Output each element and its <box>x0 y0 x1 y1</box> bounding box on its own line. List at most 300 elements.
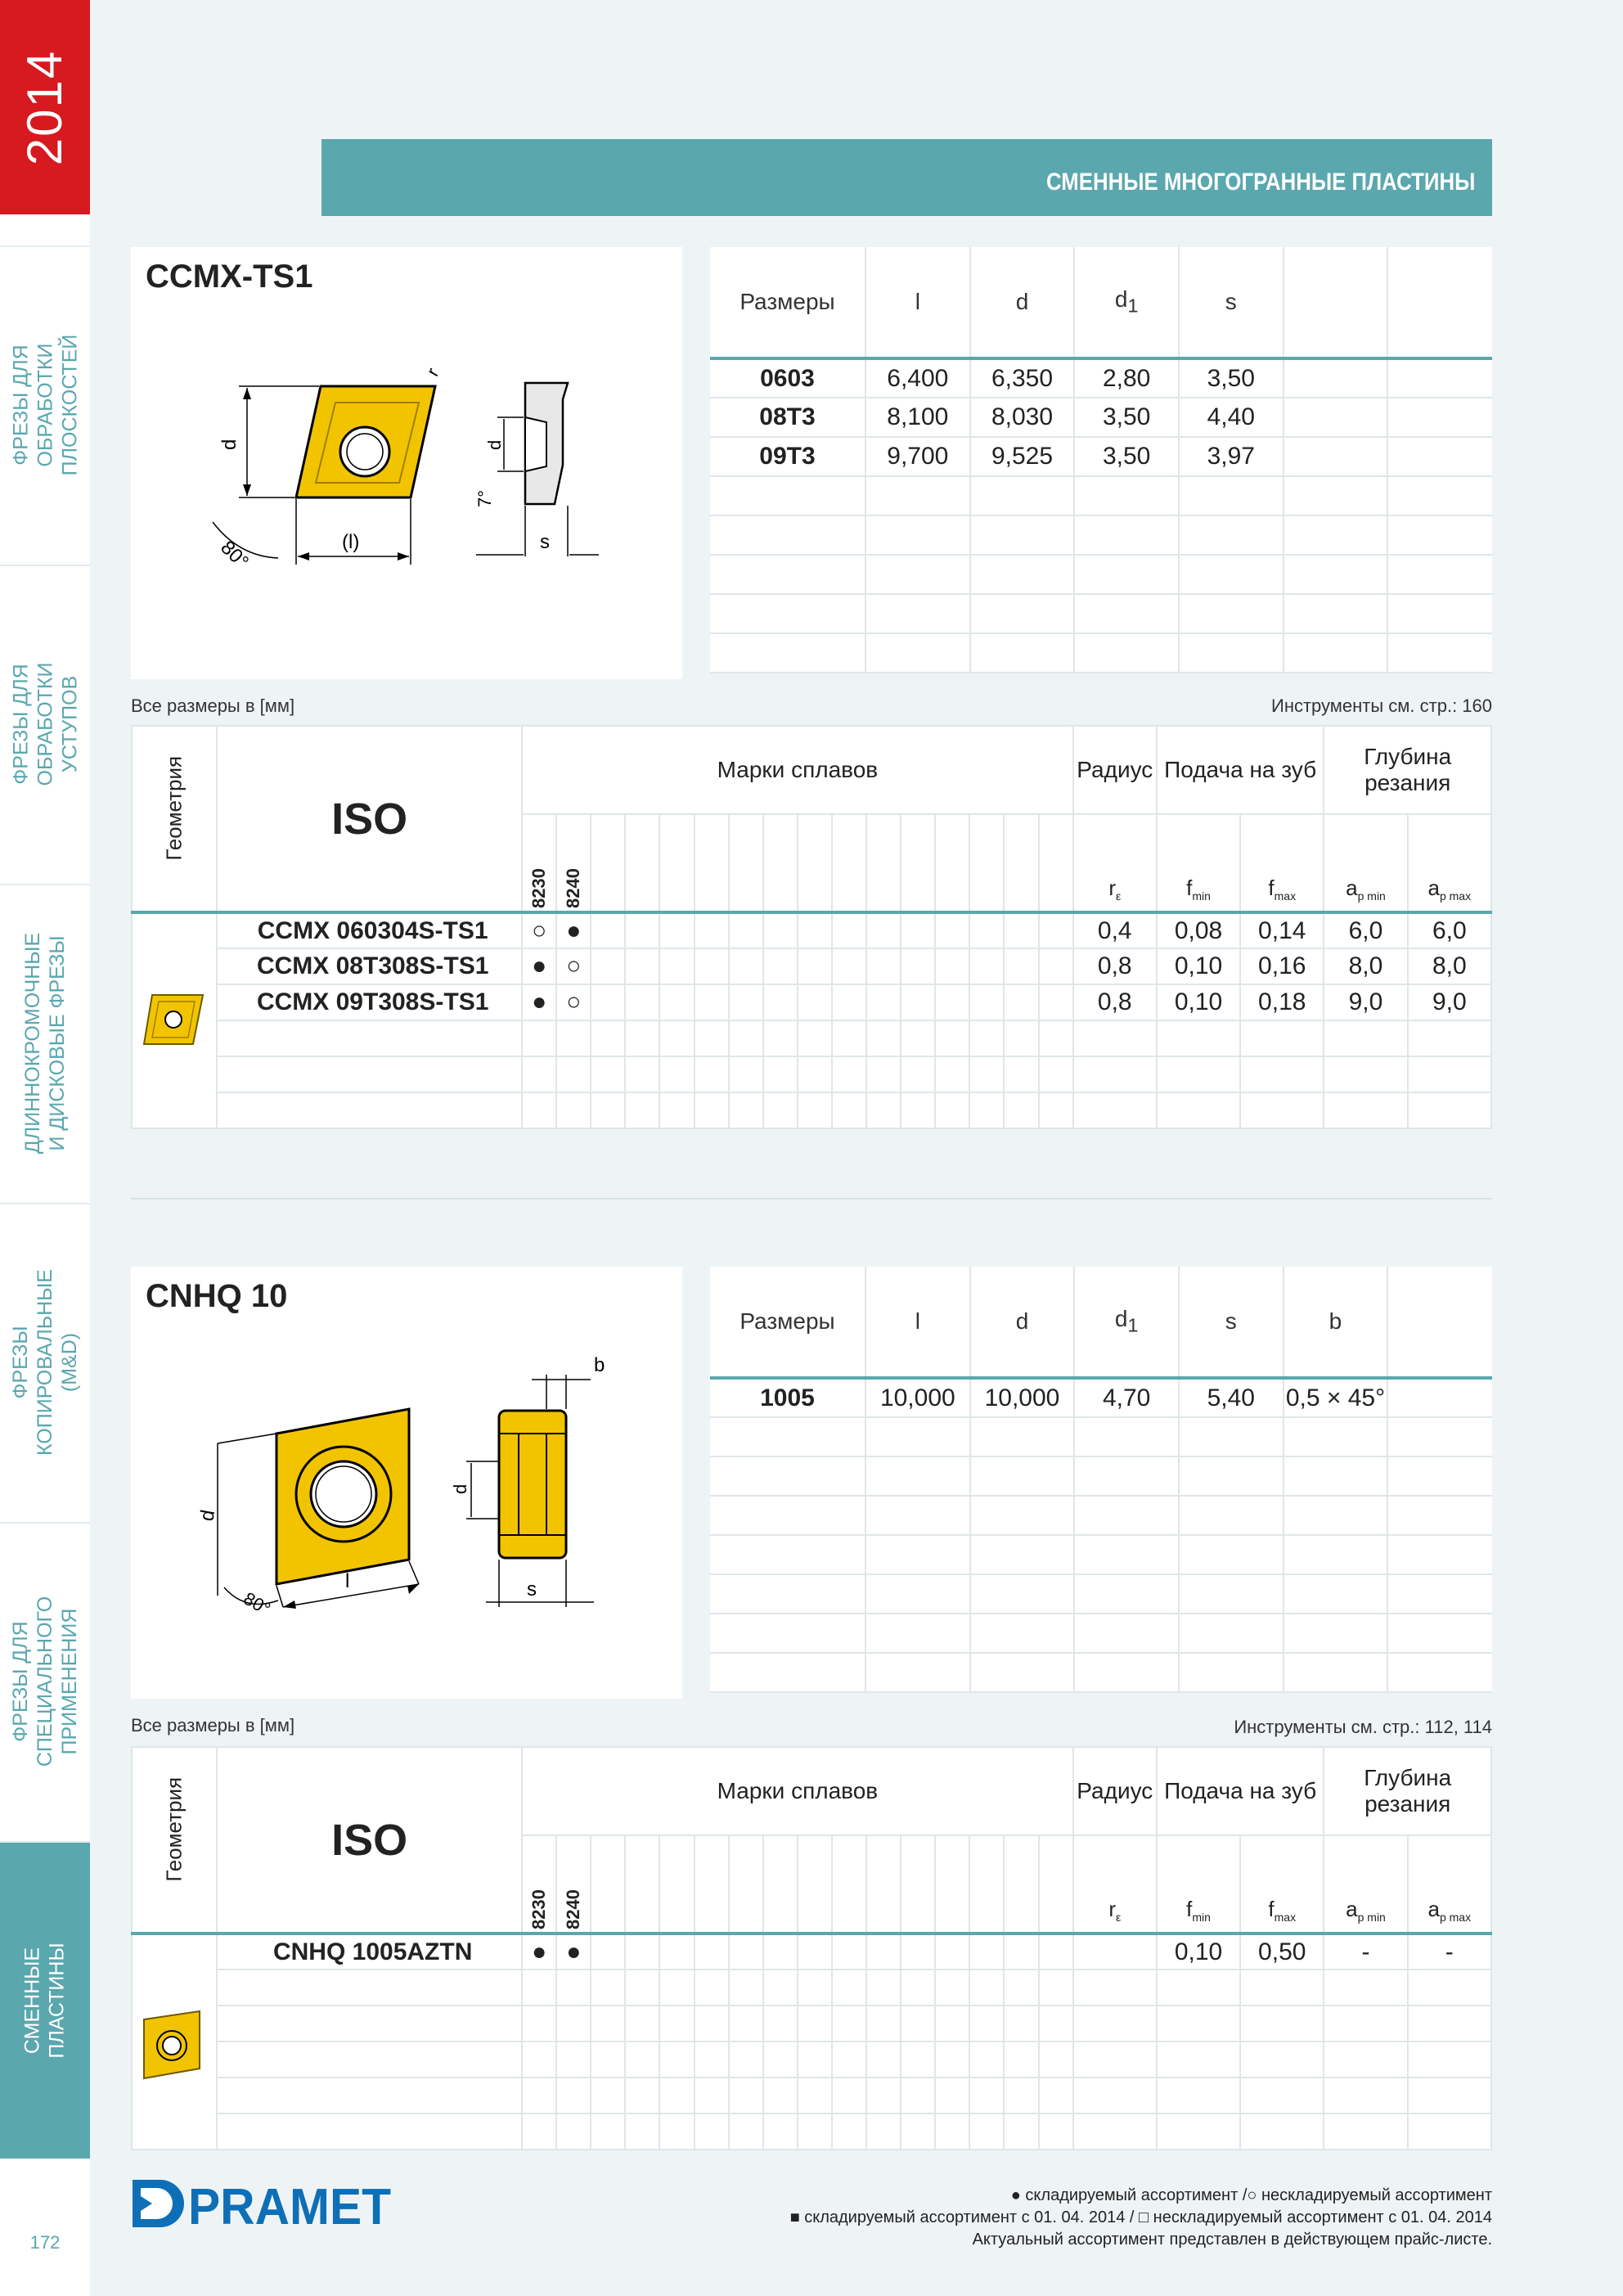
grade-availability <box>522 2078 556 2114</box>
sidebar-category[interactable] <box>0 565 90 882</box>
grades-header: Марки сплавов <box>522 726 1073 814</box>
grade-availability <box>969 1056 1004 1092</box>
grade-column-header: 8230 <box>522 814 556 912</box>
cutting-param-apmin: 8,0 <box>1324 948 1407 984</box>
page-number: 172 <box>29 2232 61 2253</box>
grade-availability <box>1039 1970 1073 2006</box>
cutting-param-fmax <box>1240 1970 1324 2006</box>
sidebar-category[interactable] <box>0 1841 90 2159</box>
grade-availability <box>729 2042 763 2078</box>
grade-availability <box>901 1092 935 1128</box>
grade-availability <box>729 1056 763 1092</box>
grade-availability <box>935 1056 969 1092</box>
dimension-cell: 3,97 <box>1179 437 1284 476</box>
grade-availability <box>591 1970 625 2006</box>
grade-availability: ○ <box>522 912 556 948</box>
cutting-param-r <box>1073 1934 1157 1970</box>
sidebar-category[interactable] <box>0 245 90 563</box>
grade-column-header <box>1004 1835 1038 1934</box>
iso-table-cnhq <box>131 1746 1492 2150</box>
grade-column-header <box>901 1835 935 1934</box>
cutting-param-fmax <box>1240 2078 1324 2114</box>
grade-availability <box>591 1092 625 1128</box>
grade-availability <box>659 2114 694 2150</box>
iso-header: ISO <box>217 726 522 912</box>
iso-row-empty <box>132 1970 1491 2006</box>
grade-availability <box>591 2078 625 2114</box>
dimension-cell <box>1284 398 1388 437</box>
param-column-header: $a_{p min}$ <box>1324 1835 1407 1934</box>
grade-availability <box>625 2114 659 2150</box>
cutting-param-fmax: 0,50 <box>1240 1934 1324 1970</box>
cutting-param-apmin <box>1324 1056 1407 1092</box>
dimension-cell: 5,40 <box>1179 1378 1284 1417</box>
dimension-row-empty <box>710 594 1492 633</box>
grade-availability <box>591 1056 625 1092</box>
grade-availability <box>1039 2078 1073 2114</box>
grade-availability <box>763 1056 798 1092</box>
grade-availability <box>866 2078 901 2114</box>
grade-availability <box>729 912 763 948</box>
grade-availability <box>695 1934 729 1970</box>
grade-availability <box>969 2078 1004 2114</box>
cnhq-drawing-s: s <box>527 1578 537 1600</box>
grade-availability <box>763 2078 798 2114</box>
grade-availability <box>866 1934 901 1970</box>
cutting-param-fmin: 0,08 <box>1157 912 1240 948</box>
cutting-param-fmin <box>1157 1970 1240 2006</box>
dimension-cell <box>1387 437 1492 476</box>
grade-availability <box>798 948 832 984</box>
grade-availability <box>522 2114 556 2150</box>
cutting-param-fmax <box>1240 2042 1324 2078</box>
geometry-header: Геометрия <box>132 726 217 912</box>
cutting-param-r: 0,8 <box>1073 984 1157 1020</box>
grade-availability <box>1004 1056 1038 1092</box>
cutting-param-apmin: 9,0 <box>1324 984 1407 1020</box>
grade-availability <box>832 2042 866 2078</box>
grade-availability <box>659 912 694 948</box>
grade-availability <box>729 1970 763 2006</box>
grade-column-header <box>659 814 694 912</box>
dim-col-d: d <box>970 1267 1075 1378</box>
dimension-cell <box>1387 1378 1492 1417</box>
dims-note-ccmx: Все размеры в [мм] <box>131 696 295 716</box>
grade-column-header <box>969 814 1004 912</box>
grade-availability <box>522 1020 556 1056</box>
iso-row-empty <box>132 2042 1491 2078</box>
grade-column-header <box>729 1835 763 1934</box>
grade-availability <box>695 2042 729 2078</box>
dimension-cell <box>1387 358 1492 398</box>
cutting-param-r <box>1073 2078 1157 2114</box>
grade-availability <box>866 1970 901 2006</box>
grade-availability <box>659 948 694 984</box>
sidebar-category[interactable] <box>0 1522 90 1839</box>
grades-header: Марки сплавов <box>522 1747 1073 1835</box>
param-column-header: $a_{p max}$ <box>1408 1835 1491 1934</box>
iso-row-empty <box>132 2114 1491 2150</box>
cutting-param-apmax <box>1408 1020 1491 1056</box>
grade-availability: ○ <box>556 948 591 984</box>
cutting-param-apmax: 6,0 <box>1408 912 1491 948</box>
grade-availability <box>1039 912 1073 948</box>
grade-availability <box>935 912 969 948</box>
iso-row-empty <box>132 1092 1491 1128</box>
cutting-param-fmax <box>1240 1092 1324 1128</box>
grade-availability <box>832 1970 866 2006</box>
grade-availability <box>695 1970 729 2006</box>
grade-availability <box>556 1020 591 1056</box>
header-title: СМЕННЫЕ МНОГОГРАННЫЕ ПЛАСТИНЫ <box>1046 169 1476 196</box>
dimension-row-empty <box>710 555 1492 594</box>
grade-availability <box>1039 2114 1073 2150</box>
dimension-row-empty <box>710 633 1492 673</box>
grade-availability <box>763 948 798 984</box>
grade-availability <box>556 1056 591 1092</box>
grade-availability <box>798 1970 832 2006</box>
grade-availability <box>901 2114 935 2150</box>
dimensions-table-ccmx <box>710 247 1492 673</box>
dimension-row-empty <box>710 476 1492 515</box>
grade-availability <box>832 1020 866 1056</box>
year-label: 2014 <box>17 49 73 165</box>
cutting-param-fmax <box>1240 1056 1324 1092</box>
grade-availability <box>1004 984 1038 1020</box>
grade-availability <box>866 2042 901 2078</box>
dimension-cell: 4,70 <box>1074 1378 1179 1417</box>
insert-code-ccmx: CCMX-TS1 <box>146 259 313 295</box>
grade-availability <box>591 1934 625 1970</box>
insert-code-cnhq: CNHQ 10 <box>146 1278 288 1314</box>
grade-availability <box>625 948 659 984</box>
iso-header: ISO <box>217 1747 522 1934</box>
dimension-row <box>710 358 1492 398</box>
geometry-header: Геометрия <box>132 1747 217 1934</box>
cutting-param-r <box>1073 2114 1157 2150</box>
grade-availability <box>763 2042 798 2078</box>
dim-col-s: s <box>1179 247 1284 358</box>
dimension-cell <box>1284 358 1388 398</box>
cutting-param-r: 0,8 <box>1073 948 1157 984</box>
grade-availability <box>763 1934 798 1970</box>
grade-availability <box>969 2114 1004 2150</box>
grade-availability <box>522 1970 556 2006</box>
insert-designation: CCMX 08T308S-TS1 <box>217 948 522 984</box>
param-column-header: $r_\varepsilon$ <box>1073 814 1157 912</box>
grade-availability <box>729 1934 763 1970</box>
grade-availability <box>729 984 763 1020</box>
grade-availability <box>866 1092 901 1128</box>
iso-row <box>132 1934 1491 1970</box>
insert-designation: CCMX 060304S-TS1 <box>217 912 522 948</box>
sidebar-category-label: ФРЕЗЫ ДЛЯ ОБРАБОТКИ ПЛОСКОСТЕЙ <box>9 334 81 476</box>
radius-header: Радиус <box>1073 1747 1157 1835</box>
grade-availability <box>522 1092 556 1128</box>
grade-availability: ● <box>522 1934 556 1970</box>
dim-col-d: d <box>970 247 1075 358</box>
grade-availability: ○ <box>556 984 591 1020</box>
dimension-cell: 3,50 <box>1179 358 1284 398</box>
grade-availability <box>522 2042 556 2078</box>
grade-availability: ● <box>522 984 556 1020</box>
insert-designation <box>217 2006 522 2042</box>
dimension-cell: 6,350 <box>970 358 1075 398</box>
grade-availability <box>625 1020 659 1056</box>
grade-availability <box>798 1934 832 1970</box>
grade-availability <box>695 1092 729 1128</box>
grade-availability <box>763 1020 798 1056</box>
param-column-header: $f_{min}$ <box>1157 1835 1240 1934</box>
grade-availability <box>832 2078 866 2114</box>
cutting-param-apmax <box>1408 2042 1491 2078</box>
depth-header: Глубина резания <box>1324 726 1491 814</box>
legend-line-2: ■ складируемый ассортимент с 01. 04. 2014 / □ нескладируемый ассортимент с 01. 04. 2014 <box>789 2208 1492 2226</box>
grade-column-header <box>798 1835 832 1934</box>
grade-column-header <box>763 814 798 912</box>
cutting-param-fmax: 0,14 <box>1240 912 1324 948</box>
grade-availability <box>659 1020 694 1056</box>
dim-col-l: l <box>865 1267 970 1378</box>
cutting-param-fmax <box>1240 1020 1324 1056</box>
year-tab <box>0 0 90 214</box>
dim-col-extra <box>1387 1267 1492 1378</box>
tools-note-ccmx: Инструменты см. стр.: 160 <box>1271 696 1492 716</box>
param-column-header: $r_\varepsilon$ <box>1073 1835 1157 1934</box>
sidebar-category[interactable] <box>0 1203 90 1520</box>
grade-availability <box>556 2006 591 2042</box>
ccmx-drawing-s: s <box>540 531 550 553</box>
grade-availability <box>695 2006 729 2042</box>
cutting-param-r <box>1073 2006 1157 2042</box>
cutting-param-apmax <box>1408 1092 1491 1128</box>
dimension-cell: 3,50 <box>1074 398 1179 437</box>
grade-availability <box>556 1970 591 2006</box>
ccmx-drawing-r: r <box>422 364 443 380</box>
insert-designation <box>217 2042 522 2078</box>
grade-availability <box>695 1056 729 1092</box>
dimension-cell: 09T3 <box>710 437 865 476</box>
grade-availability <box>901 912 935 948</box>
insert-designation: CNHQ 1005AZTN <box>217 1934 522 1970</box>
cutting-param-apmax: - <box>1408 1934 1491 1970</box>
grade-column-header <box>695 1835 729 1934</box>
grade-column-header <box>591 814 625 912</box>
grade-availability <box>901 2042 935 2078</box>
cutting-param-r <box>1073 1020 1157 1056</box>
cutting-param-apmin <box>1324 2114 1407 2150</box>
grade-column-header <box>763 1835 798 1934</box>
cutting-param-fmin <box>1157 1020 1240 1056</box>
iso-row-empty <box>132 2006 1491 2042</box>
grade-availability <box>901 948 935 984</box>
grade-availability <box>798 2006 832 2042</box>
grade-availability <box>901 1020 935 1056</box>
grade-availability <box>522 1056 556 1092</box>
dimension-row-empty <box>710 1535 1492 1574</box>
sidebar-category-label: ФРЕЗЫ ДЛЯ ОБРАБОТКИ УСТУПОВ <box>9 662 81 786</box>
grade-availability <box>935 984 969 1020</box>
grade-availability <box>935 2114 969 2150</box>
dimension-cell <box>1387 398 1492 437</box>
cutting-param-apmax <box>1408 1056 1491 1092</box>
feed-header: Подача на зуб <box>1157 1747 1324 1835</box>
dimension-row <box>710 398 1492 437</box>
cutting-param-fmin: 0,10 <box>1157 984 1240 1020</box>
grade-availability <box>695 2078 729 2114</box>
cutting-param-apmin <box>1324 1970 1407 2006</box>
cnhq-drawing-angle: 80° <box>240 1587 274 1619</box>
grade-availability <box>969 1092 1004 1128</box>
cutting-param-fmin <box>1157 1056 1240 1092</box>
grade-availability <box>798 984 832 1020</box>
grade-availability <box>798 2078 832 2114</box>
cutting-param-apmax: 8,0 <box>1408 948 1491 984</box>
grade-availability <box>935 1934 969 1970</box>
grade-availability <box>901 2006 935 2042</box>
section-divider <box>131 1198 1492 1200</box>
grade-availability <box>556 1092 591 1128</box>
cutting-param-fmax: 0,16 <box>1240 948 1324 984</box>
param-column-header: $f_{max}$ <box>1240 1835 1324 1934</box>
grade-column-header <box>832 1835 866 1934</box>
grade-column-header: 8240 <box>556 814 591 912</box>
grade-column-header <box>798 814 832 912</box>
grade-availability <box>866 984 901 1020</box>
dimensions-table-cnhq <box>710 1267 1492 1693</box>
cutting-param-fmin <box>1157 2114 1240 2150</box>
grade-availability <box>625 1970 659 2006</box>
dimension-cell: 0,5 × 45° <box>1284 1378 1388 1417</box>
grade-availability <box>901 1970 935 2006</box>
iso-row-empty <box>132 1056 1491 1092</box>
grade-availability <box>1039 948 1073 984</box>
grade-availability <box>969 912 1004 948</box>
grade-availability <box>969 2042 1004 2078</box>
grade-availability <box>763 1970 798 2006</box>
grade-availability <box>969 1970 1004 2006</box>
dimension-cell: 9,700 <box>865 437 970 476</box>
grade-availability <box>763 2006 798 2042</box>
cnhq-insert-thumbnail <box>141 2008 206 2082</box>
grade-availability <box>969 1934 1004 1970</box>
grade-availability <box>798 1092 832 1128</box>
cutting-param-apmin <box>1324 2078 1407 2114</box>
grade-availability <box>729 2078 763 2114</box>
cutting-param-r: 0,4 <box>1073 912 1157 948</box>
dimension-row-empty <box>710 1456 1492 1496</box>
insert-designation <box>217 1056 522 1092</box>
dimension-cell: 10,000 <box>970 1378 1075 1417</box>
iso-row <box>132 984 1491 1020</box>
radius-header: Радиус <box>1073 726 1157 814</box>
grade-availability <box>625 2078 659 2114</box>
dimension-cell: 2,80 <box>1074 358 1179 398</box>
dim-col-l: l <box>865 247 970 358</box>
grade-availability <box>1004 912 1038 948</box>
grade-availability <box>659 2006 694 2042</box>
grade-availability <box>832 2114 866 2150</box>
dimension-row-empty <box>710 1417 1492 1456</box>
ccmx-drawing-angle: 80° <box>216 536 253 574</box>
grade-availability <box>659 1970 694 2006</box>
dimension-row-empty <box>710 1653 1492 1692</box>
cutting-param-r <box>1073 1056 1157 1092</box>
cnhq-drawing-d1: d <box>450 1483 470 1494</box>
dim-col-s: s <box>1179 1267 1284 1378</box>
grade-availability <box>935 2078 969 2114</box>
grade-availability <box>832 1092 866 1128</box>
param-column-header: $a_{p min}$ <box>1324 814 1407 912</box>
iso-row-empty <box>132 1020 1491 1056</box>
grade-availability <box>522 2006 556 2042</box>
cnhq-drawing-l: l <box>345 1570 350 1592</box>
grade-availability <box>935 2006 969 2042</box>
cutting-param-r <box>1073 1970 1157 2006</box>
ccmx-insert-thumbnail <box>141 992 206 1049</box>
dimension-cell: 08T3 <box>710 398 865 437</box>
iso-row <box>132 948 1491 984</box>
grade-availability <box>1004 948 1038 984</box>
grade-availability <box>625 2042 659 2078</box>
grade-column-header <box>1039 814 1073 912</box>
grade-availability <box>763 912 798 948</box>
grade-availability <box>729 2114 763 2150</box>
cutting-param-apmin <box>1324 2042 1407 2078</box>
cutting-param-fmin: 0,10 <box>1157 1934 1240 1970</box>
cutting-param-apmax <box>1408 1970 1491 2006</box>
cutting-param-apmin <box>1324 1020 1407 1056</box>
size-header: Размеры <box>710 247 865 358</box>
grade-availability <box>901 2078 935 2114</box>
grade-availability <box>729 1092 763 1128</box>
grade-availability <box>901 984 935 1020</box>
grade-availability <box>1004 2078 1038 2114</box>
grade-availability <box>935 1020 969 1056</box>
grade-availability <box>1004 1020 1038 1056</box>
dimension-row-empty <box>710 515 1492 555</box>
grade-availability <box>1004 1092 1038 1128</box>
grade-availability <box>625 1934 659 1970</box>
dim-col-extra <box>1284 247 1388 358</box>
pramet-logo <box>129 2177 399 2231</box>
sidebar-category-label: ФРЕЗЫ КОПИРОВАЛЬНЫЕ (M&D) <box>9 1269 82 1456</box>
cnhq-drawing-b: b <box>594 1354 605 1376</box>
sidebar-category-label: СМЕННЫЕ ПЛАСТИНЫ <box>21 1943 69 2059</box>
logo-text: PRAMET <box>188 2179 392 2231</box>
cutting-param-apmax <box>1408 2078 1491 2114</box>
grade-availability <box>763 984 798 1020</box>
dimension-row <box>710 437 1492 476</box>
grade-availability <box>729 1020 763 1056</box>
grade-availability <box>695 984 729 1020</box>
grade-availability <box>1039 2042 1073 2078</box>
grade-availability <box>729 948 763 984</box>
dimension-cell: 3,50 <box>1074 437 1179 476</box>
grade-availability <box>625 984 659 1020</box>
grade-availability <box>556 2114 591 2150</box>
grade-column-header <box>969 1835 1004 1934</box>
cutting-param-apmin <box>1324 2006 1407 2042</box>
grade-availability <box>798 2114 832 2150</box>
grade-availability <box>695 1020 729 1056</box>
grade-availability <box>556 2042 591 2078</box>
grade-availability <box>866 948 901 984</box>
ccmx-drawing-l: (l) <box>342 531 360 553</box>
sidebar-category[interactable] <box>0 884 90 1201</box>
grade-column-header <box>901 814 935 912</box>
cutting-param-apmin <box>1324 1092 1407 1128</box>
